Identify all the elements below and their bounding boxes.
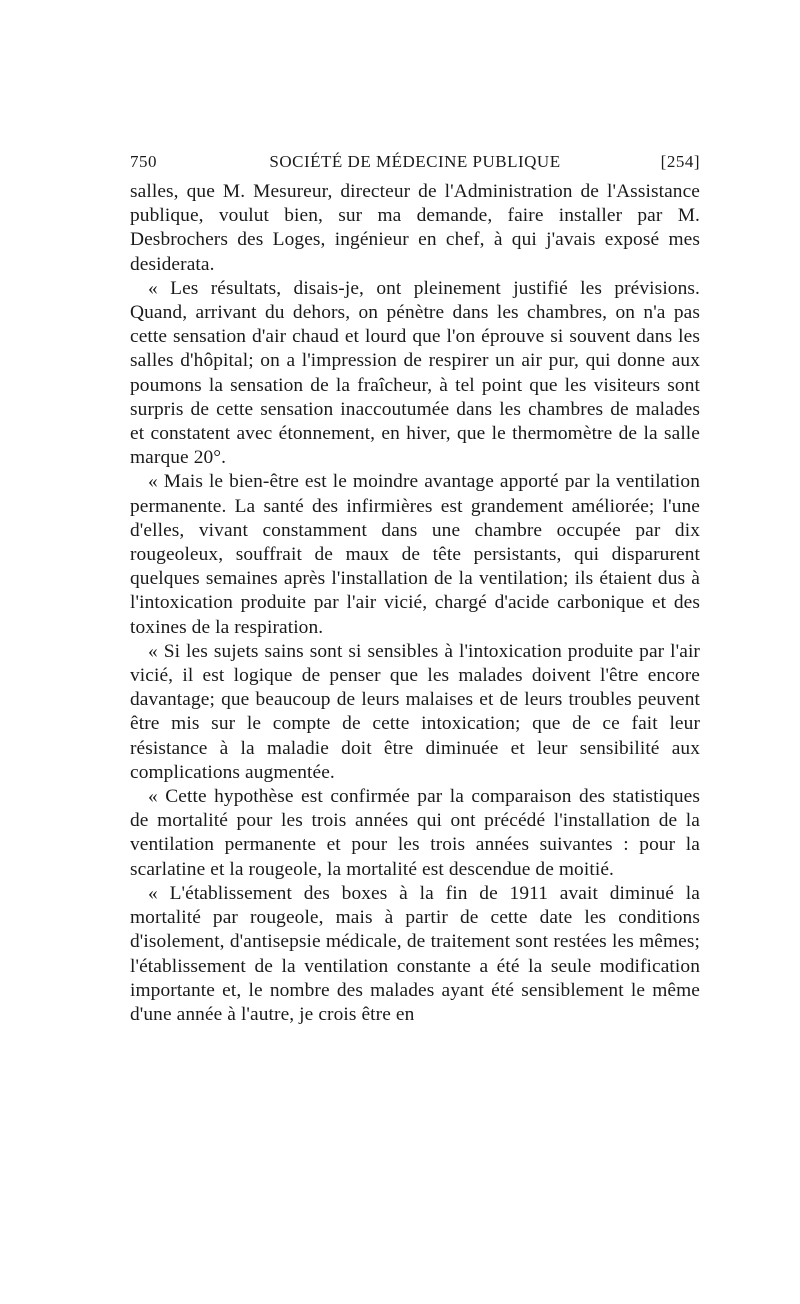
paragraph-3: « Mais le bien-être est le moindre avantage apporté par la ventilation permanente. La santé des infirmières est grandement améliorée; l'une d'elles, vivant constamment dans une chambre occupée par dix rougeoleux, souffrait de maux de tête persistants, qui disparurent quelques semaines après l'installation de la ventilation; ils étaient dus à l'intoxication produite par l'air vicié, chargé d'acide carbonique et des toxines de la respiration. [130,471,700,638]
header-title: SOCIÉTÉ DE MÉDECINE PUBLIQUE [269,152,561,171]
document-page [130,152,700,1027]
paragraph-5: « Cette hypothèse est confirmée par la comparaison des statistiques de mortalité pour les trois années qui ont précédé l'installation de la ventilation permanente et pour les trois années suivantes : pour la scarlatine et la rougeole, la mortalité est descendue de moitié. [130,786,700,880]
folio-number: [254] [660,152,700,171]
running-header [130,152,700,180]
page-number: 750 [130,152,157,171]
paragraph-2: « Les résultats, disais-je, ont pleinement justifié les prévisions. Quand, arrivant du dehors, on pénètre dans les chambres, on n'a pas cette sensation d'air chaud et lourd que l'on éprouve si souvent dans les salles d'hôpital; on a l'impression de respirer un air pur, qui donne aux poumons la sensation de la fraîcheur, à tel point que les visiteurs sont surpris de cette sensation inaccoutumée dans les chambres de malades et constatent avec étonnement, en hiver, que le thermomètre de la salle marque 20°. [130,277,700,469]
paragraph-1: salles, que M. Mesureur, directeur de l'Administration de l'Assistance publique, voulut bien, sur ma demande, faire installer par M. Desbrochers des Loges, ingénieur en chef, à qui j'avais exposé mes desiderata. [130,181,700,275]
paragraph-4: « Si les sujets sains sont si sensibles à l'intoxication produite par l'air vicié, il est logique de penser que les malades doivent l'être encore davantage; que beaucoup de leurs malaises et de leurs troubles peuvent être mis sur le compte de cette intoxication; que de ce fait leur résistance à la maladie doit être diminuée et leur sensibilité aux complications augmentée. [130,640,700,783]
paragraph-6: « L'établissement des boxes à la fin de 1911 avait diminué la mortalité par rougeole, mais à partir de cette date les conditions d'isolement, d'antisepsie médicale, de traitement sont restées les mêmes; l'établissement de la ventilation constante a été la seule modification importante et, le nombre des malades ayant été sensiblement le même d'une année à l'autre, je crois être en [130,882,700,1025]
body-text [130,180,700,1027]
